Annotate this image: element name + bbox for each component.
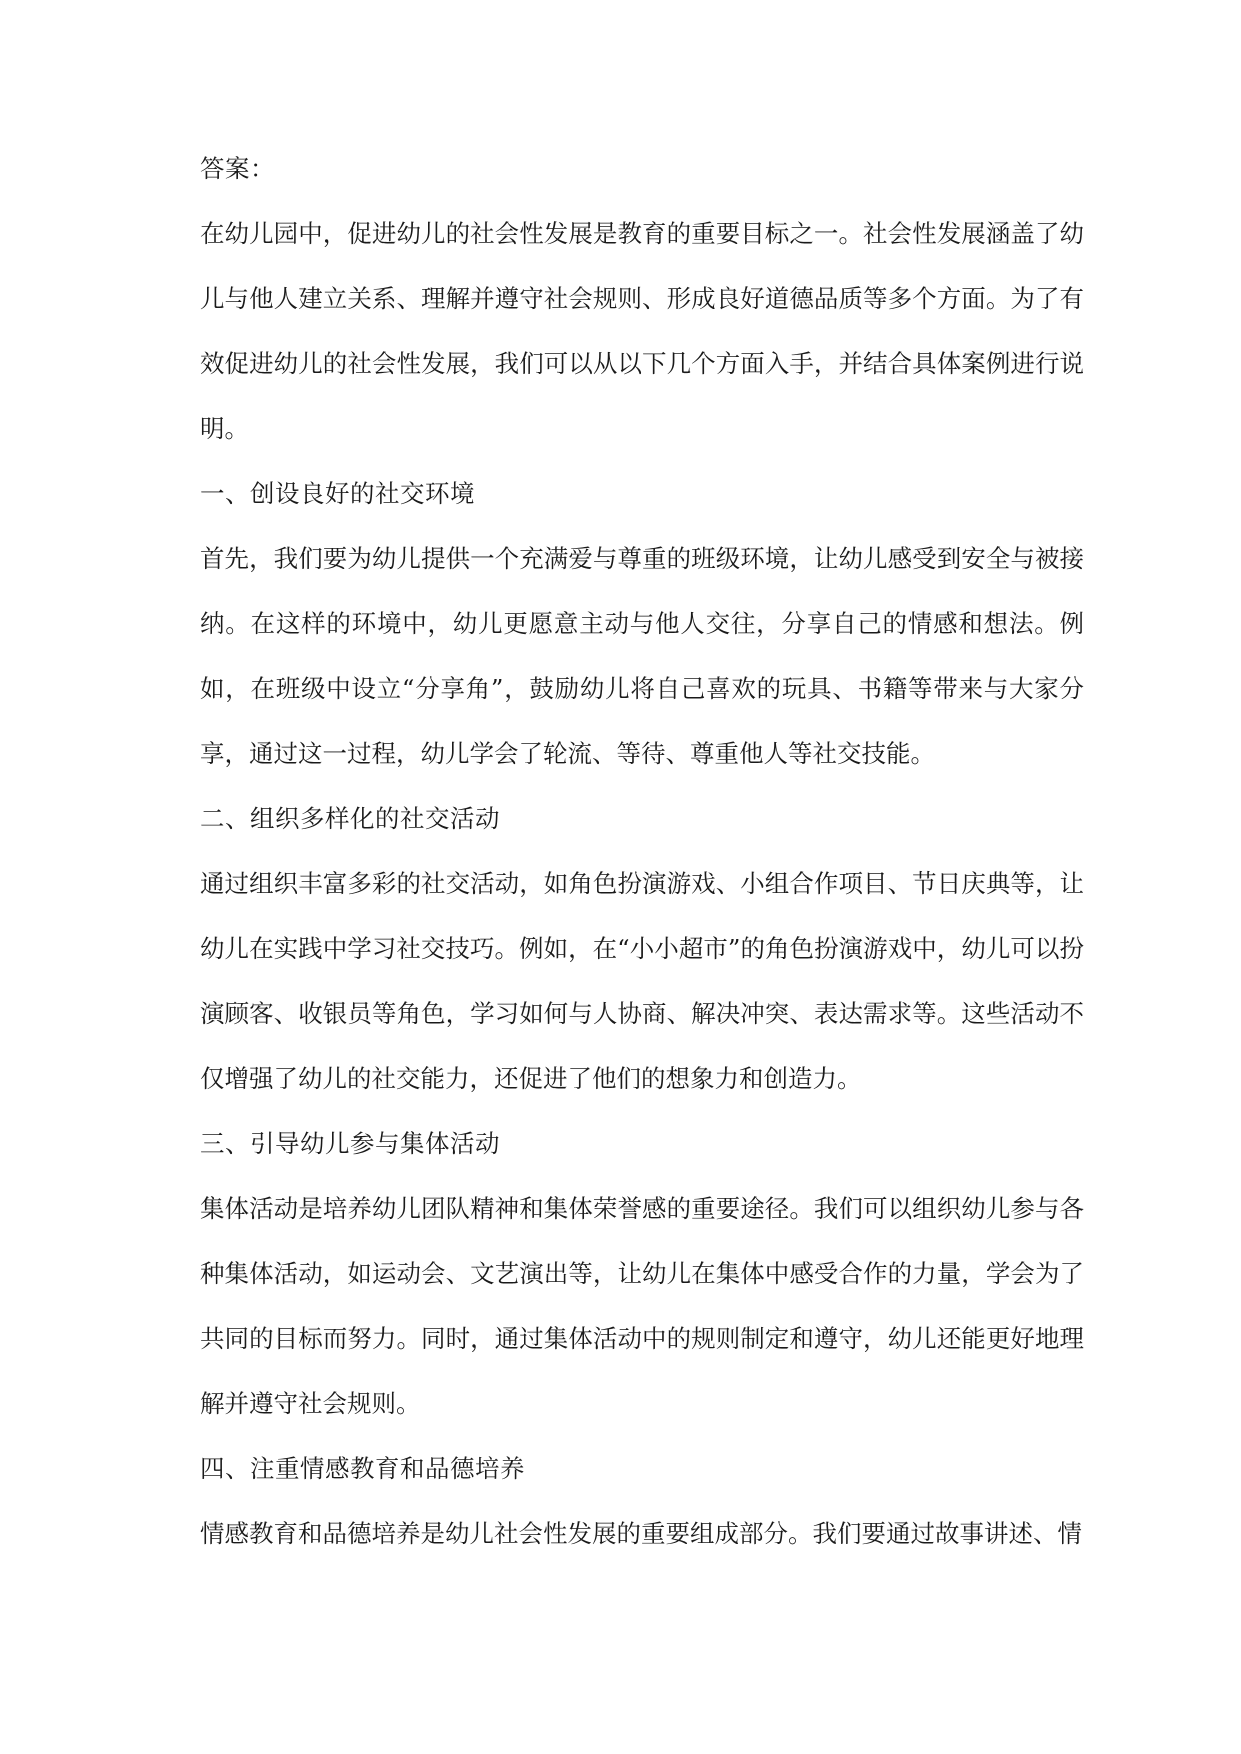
section-heading-2: 二、组织多样化的社交活动: [200, 804, 500, 833]
section-body-3: 集体活动是培养幼儿团队精神和集体荣誉感的重要途径。我们可以组织幼儿参与各种集体活动，如运动会、文艺演出等，让幼儿在集体中感受合作的力量，学会为了共同的目标而努力。同时，通过集体活动中的规则制定和遵守，幼儿还能更好地理解并遵守社会规则。: [200, 1194, 1084, 1418]
section-body-2: 通过组织丰富多彩的社交活动，如角色扮演游戏、小组合作项目、节日庆典等，让幼儿在实践中学习社交技巧。例如，在“小小超市”的角色扮演游戏中，幼儿可以扮演顾客、收银员等角色，学习如何与人协商、解决冲突、表达需求等。这些活动不仅增强了幼儿的社交能力，还促进了他们的想象力和创造力。: [200, 869, 1084, 1093]
section-body-1: 首先，我们要为幼儿提供一个充满爱与尊重的班级环境，让幼儿感受到安全与被接纳。在这样的环境中，幼儿更愿意主动与他人交往，分享自己的情感和想法。例如，在班级中设立“分享角”，鼓励幼儿将自己喜欢的玩具、书籍等带来与大家分享，通过这一过程，幼儿学会了轮流、等待、尊重他人等社交技能。: [200, 544, 1084, 768]
document-content: [200, 136, 1084, 1566]
intro-paragraph: 在幼儿园中，促进幼儿的社会性发展是教育的重要目标之一。社会性发展涵盖了幼儿与他人建立关系、理解并遵守社会规则、形成良好道德品质等多个方面。为了有效促进幼儿的社会性发展，我们可以从以下几个方面入手，并结合具体案例进行说明。: [200, 219, 1084, 443]
section-body-4: 情感教育和品德培养是幼儿社会性发展的重要组成部分。我们要通过故事讲述、情: [200, 1519, 1082, 1548]
answer-label: 答案：: [200, 154, 275, 183]
section-heading-4: 四、注重情感教育和品德培养: [200, 1454, 525, 1483]
section-heading-3: 三、引导幼儿参与集体活动: [200, 1129, 500, 1158]
section-heading-1: 一、创设良好的社交环境: [200, 479, 475, 508]
